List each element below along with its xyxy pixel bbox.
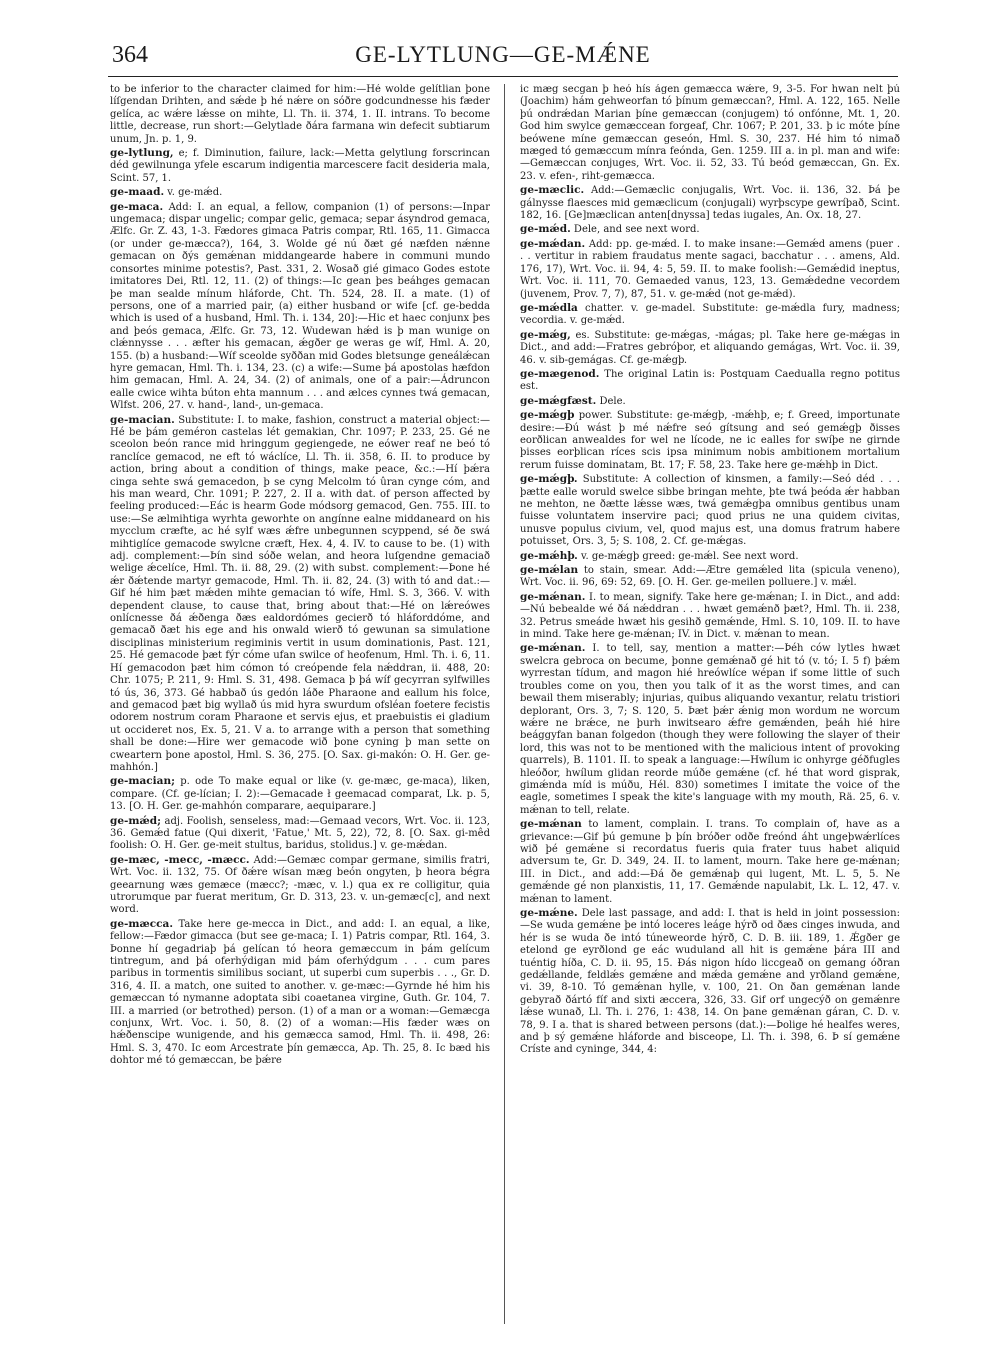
entry-text: Add: pp. ge-mǽd. I. to make insane:—Gemǽd amens (puer . . . vertitur in rabiem fraudatus mente sagaci, bacchatur . . . amens, Ald. 176, 17), Wrt. Voc. ii. 94, 4: 5, 59. II. to make foolish:—Gemǽdid ineptus, Wrt. Voc. ii. 111, 70. Gemaeded vanus, 123, 13. Gemǽdedne vecordem (juvenem, Prov. 7, 7), 87, 51. v. ge-mǽd (not ge-mǽd). xyxy=(520,238,900,300)
entry-text: Dele. xyxy=(599,395,626,407)
entry-headword: ge-mǽgfæst. xyxy=(520,394,597,407)
entry-text: Substitute: A collection of kinsmen, a family:—Seó déd . . . þætte ealle woruld swelce sibbe bringan mehte, þte twá þeóda ǽr habban ne mehton, ne ðætte lǽsse wæs, twá gemǽgþa omnibus gentibus unam fuisse voluntatem inservire paci; quod prius ne una quidem civitas, unusve populus civium, vel, quod majus est, una domus fratrum habere potuisset, Ors. 3, 5; S. 108, 2. Cf. ge-mǽgas. xyxy=(520,474,900,548)
entry-headword: ge-mǽnan. xyxy=(520,642,586,655)
entry-text: p. ode To make equal or like (v. ge-mæc, ge-maca), liken, compare. (Cf. ge-lícian; I. 2):—Gemacade ł geemacad comparat, Lk. p. 5, 13. [O. H. Ger. ge-mahhón comparare, aequiparare.] xyxy=(110,776,490,813)
entry-text: to be inferior to the character claimed for him:—Hé wolde gelítlian þone líſgendan Drihten, and sǽde þ hé nǽre on sóðre godcundnesse his fæder gelíca, ac wǽre lǽsse on mihte, Ll. Th. ii. 374, 1. II. intrans. To become little, decrease, run short:—Gelytlade ðára farmana win defecit subtiarum unum, Jn. p. 1, 9. xyxy=(110,84,490,145)
dictionary-entry xyxy=(520,223,900,236)
dictionary-entry xyxy=(520,329,900,367)
entry-text: Take here ge-mecca in Dict., and add: I. an equal, a like, fellow:—Fædor gimacca (but see ge-maca; I. 1) Patris compar, Rtl. 164, 3. Þonne hí gegadriaþ þá gelícan tó heora gemæccum in þám gelícum tintregum, and þá oferhýdigan mid þám oferhýdgum . . . cum pares paribus in tormentis similibus sociant, ut superbi cum superbis . . ., Gr. D. 316, 4. II. a match, one suited to another. v. ge-mæc:—Gyrnde hé him his gemæccan tó nymanne adoptata sibi coaetanea virgine, Guth. Gr. 104, 7. III. a married (or betrothed) person. (1) of a man or a woman:—Gemæcga conjunx, Wrt. Voc. i. 50, 8. (2) of a woman:—His fæder wæs on hǽðenscipe wunigende, and his gemæcca samod, Hml. Th. ii. 498, 26: Hml. S. 3, 470. Ic eom Arcestrate þín gemæcca, Ap. Th. 25, 8. Ic bæd his dohtor mé tó gemæccan, be þǽre xyxy=(110,918,490,1067)
dictionary-entry xyxy=(520,642,900,817)
entry-text: Add:—Gemæc compar germane, similis fratri, Wrt. Voc. ii. 132, 75. Of ðǽre wísan mæg beón ongyten, þ heora bégra geearnung wæs gemæce (mæcc?; -mæc, v. l.) qua ex re colligitur, quia utrorumque par fuerat meritum, Gr. D. 313, 23. v. un-gemæc[c], and next word. xyxy=(110,854,490,916)
dictionary-entry xyxy=(110,815,490,853)
entry-text: es. Substitute: ge-mǽgas, -mágas; pl. Take here ge-mǽgas in Dict., and add:—Fratres gebróþor, et aliquando gemágas, Wrt. Voc. ii. 39, 46. v. sib-gemágas. Cf. ge-mǽgþ. xyxy=(520,329,900,366)
left-column xyxy=(110,84,490,1329)
entry-headword: ge-macian. xyxy=(110,413,175,426)
dictionary-entry xyxy=(110,854,490,917)
entry-headword: ge-mæclic. xyxy=(520,184,585,197)
dictionary-entry xyxy=(520,550,900,563)
entry-headword: ge-mæcca. xyxy=(110,917,173,930)
dictionary-entry xyxy=(110,414,490,775)
entry-headword: ge-maca. xyxy=(110,200,164,213)
entry-headword: ge-mǽhþ. xyxy=(520,549,578,562)
entry-text: Add:—Gemæclic conjugalis, Wrt. Voc. ii. 136, 32. Þá þe gálnysse flaesces mid gemæclicum (conjugali) wyrþscype gewríþað, Scint. 182, 16. [Ge]mæclican anten[dnyssa] tedas iugales, An. Ox. 18, 27. xyxy=(520,185,900,222)
dictionary-entry xyxy=(110,186,490,199)
dictionary-entry xyxy=(520,564,900,590)
entry-text: power. Substitute: ge-mǽgþ, -mǽhþ, e; f. Greed, importunate desire:—Ðú wást þ mé nǽfre seó gítsung and seó gemǽgþ ðisses eorðlican anwealdes for wel ne lícode, ne ic ealles for swíþe ne girnde þisses eorþlican ríces scis ipsa minimum nobis ambitionem mortalium rerum fuisse dominatam, Bt. 17; F. 58, 23. Take here ge-mǽhþ in Dict. xyxy=(520,410,900,471)
dictionary-entry xyxy=(520,473,900,548)
dictionary-entry xyxy=(520,907,900,1057)
entry-headword: ge-mǽg, xyxy=(520,328,571,341)
column-divider xyxy=(504,84,505,1324)
entry-headword: ge-mǽdla xyxy=(520,301,578,314)
entry-text: to lament, complain. I. trans. To complain of, have as a grievance:—Gif þú gemune þ þín bróðer odðe freónd áht ungeþwǽrlíces wið þé gemǽne si recordatus fueris quia frater tuus habet aliquid adversum te, Gr. D. 349, 24. II. to lament, mourn. Take here ge-mǽnan; III. in Dict., and add:—Ðá ðe gemǽnaþ qui lugent, Mt. L. 5, 5. Ne gemǽnde gé non planxistis, 11, 17. Gemǽnde napulabit, Lk. L. 12, 47. v. mǽnan to lament. xyxy=(520,819,900,905)
entry-text: ic mæg secgan þ heó hís ágen gemæcca wǽre, 9, 3-5. For hwan nelt þú (Joachim) hám gehweorfan tó þínum gemæccan?, Hml. A. 122, 165. Nelle þú ondrǽdan Marian þíne gemæccan (conjugem) tó onfónne, Mt. 1, 20. God him swylce gemæccean forgeaf, Chr. 1067; P. 201, 33. þ ic móte þíne beówene míne gemæccan geseón, Hml. S. 30, 237. Hé him tó nimað mæged tó gemæccum mínra feónda, Gen. 1259. III a. in pl. man and wife:—Gemæccan conjuges, Wrt. Voc. ii. 52, 33. Tú beód gemæccan, Gn. Ex. 23. v. efen-, riht-gemæcca. xyxy=(520,84,900,182)
dictionary-entry xyxy=(520,409,900,472)
dictionary-entry xyxy=(110,201,490,413)
entry-headword: ge-maad. xyxy=(110,186,165,199)
dictionary-entry xyxy=(520,84,900,183)
entry-text: e; f. Diminution, failure, lack:—Metta gelytlung forscrincan déd gewilnunga yfele escarum indigentia marcescere facit desideria mala, Scint. 57, 1. xyxy=(110,148,490,184)
entry-headword: ge-macian; xyxy=(110,775,175,788)
page-header xyxy=(108,40,898,77)
dictionary-entry xyxy=(520,184,900,222)
entry-text: to stain, smear. Add:—Ætre gemǽled lita (spicula veneno), Wrt. Voc. ii. 96, 69: 52, 69. [O. H. Ger. ge-meilen polluere.] v. mǽl. xyxy=(520,565,900,589)
entry-text: Dele last passage, and add: I. that is held in joint possession:—Se wuda gemǽne þe intó loceres leáge hýrð od ðæs cinges inwuda, and hér is se wuda ðe intó túneweorde hýrð, C. D. B. iii. 189, 1. Ǽgðer ge etelond ge eyrðlond ge eác wuduland all hit is gemǽne þára III and tuéntig híða, C. D. ii. 95, 15. Ðás nigon hído liccgeað on gemang óðran gedǽllande, feldlǽs gemǽne and mǽda gemǽne and yrðland gemǽne, vi. 39, 8-10. Tó gemǽnan hylle, v. 100, 21. On ðan gemǽnan lande gebyrað ðártó fíf and sixti æccera, 326, 33. Gif orf ungecýð on gemǽnre lǽse wunað, Ll. Th. i. 276, 1: 438, 14. On þane gemǽnan gáran, C. D. v. 78, 9. I a. that is shared between persons (dat.):—Þolige hé healfes weres, and þ sý gemǽne hláforde and bisceope, Ll. Th. i. 398, 6. Þ sí gemǽne Críste and cyninge, 344, 4: xyxy=(520,908,900,1056)
entry-headword: ge-mǽgþ xyxy=(520,409,575,422)
dictionary-entry xyxy=(520,591,900,642)
entry-text: The original Latin is: Postquam Caedualla regno potitus est. xyxy=(520,368,900,393)
dictionary-entry xyxy=(110,775,490,813)
dictionary-entry xyxy=(520,238,900,301)
dictionary-entry xyxy=(110,918,490,1068)
dictionary-entry xyxy=(520,818,900,906)
entry-text: v. ge-mǽd. xyxy=(167,187,223,199)
dictionary-entry xyxy=(520,368,900,394)
running-head: GE-LYTLUNG—GE-MǼNE xyxy=(355,42,651,67)
right-column xyxy=(520,84,900,1329)
entry-headword: ge-lytlung, xyxy=(110,147,174,160)
entry-text: Add: I. an equal, a fellow, companion (1) of persons:—Inpar ungemaca; dispar ungelic; compar gelic, gemaca; separ ásyndrod gemaca, Ælfc. Gr. Z. 43, 1-3. Fædores gimaca Patris compar, Rtl. 165, 11. Gimacca (or under ge-mæcca?), 164, 3. Wolde gé nú ðæt gé næfden nǽnne gemacan on ðýs gemǽnan middangearde habere in communi mundo consortes minime potestis?, Past. 331, 2. Wosað gié gimaco Godes estote imitatores Dei, Rtl. 12, 11. (2) of things:—Ic gean þes beáhges gemacan þe man sealde mínum hláforde, Cht. Th. 524, 28. II. a mate. (1) of persons, one of a married pair, (a) either husband or wife [cf. ge-bedda which is used of a husband, Hml. Th. i. 134, 20]:—Hic et haec conjunx þes and þeós gemaca, Ælfc. Gr. 73, 12. Wudewan hǽd is þ man wunige on clǽnnysse . . . æfter his gemacan, ǽgðer ge weras ge wíf, Hml. A. 20, 155. (b) a husband:—Wíf sceolde syððan mid Godes bletsunge geneálǽcan hyre gemacan, Hml. Th. i. 134, 23. (c) a wife:—Sume þá apostolas hæfdon him gemacan, Hml. A. 24, 34. (2) of animals, one of a pair:—Ádruncon ealle cwice wihta búton ehta mannum . . . and ælces cynnes twá gemacan, Wlfst. 206, 27. v. hand-, land-, un-gemaca. xyxy=(110,201,490,412)
entry-headword: ge-mǽlan xyxy=(520,564,579,577)
entry-headword: ge-mǽnan xyxy=(520,818,582,831)
entry-headword: ge-mǽnan. xyxy=(520,590,586,603)
entry-text: adj. Foolish, senseless, mad:—Gemaad vecors, Wrt. Voc. ii. 123, 36. Gemǽd fatue (Qui dixerit, 'Fatue,' Mt. 5, 22), 72, 8. [O. Sax. gi-mêd foolish: O. H. Ger. ge-meit stultus, baridus, stolidus.] v. ge-mǽdan. xyxy=(110,815,490,852)
entry-text: I. to tell, say, mention a matter:—Þéh ców lytles hwæt swelcra gebroca on becume, þonne gemǽnað gé hit tó (v. tó; I. 5 f) þǽm wyrrestan tídum, and magon hié hreówlíce wépan if some little of such troubles come on you, then you talk of it as the worst times, and can bewail them miserably; injurias, quibus aliquando vexantur, relatu tristiori deplorant, Ors. 3, 7; S. 120, 5. Þæt þǽr ǽnig mon wordum ne worcum wǽre ne brǽce, ne þurh inwitsearo ǽfre gemǽnden, þeáh hié hire beággyfan banan folgedon (though they were following the slayer of their lord, this was not to be mentioned with the malicious intent of provoking quarrels), B. 1101. II. to speak a language:—Hwílum ic onhyrge géðfugles hleóðor, hwílum glidan reorde múðe gemǽne (cf. hé that word gisprak, gimǽnda míd is múðu, Hél. 830) sometimes I imitate the voice of the eagle, sometimes I speak the kite's language with my mouth, Rä. 25, 6. v. mǽnan to tell, relate. xyxy=(520,643,900,816)
entry-headword: ge-mæc, -mecc, -mæcc. xyxy=(110,853,250,866)
dictionary-entry xyxy=(520,302,900,328)
entry-headword: ge-mǽgþ. xyxy=(520,473,578,486)
entry-text: chatter. v. ge-madel. Substitute: ge-mǽdla fury, madness; vecordia. v. ge-mǽd. xyxy=(520,302,900,327)
entry-headword: ge-mægenod. xyxy=(520,367,600,380)
entry-headword: ge-mǽd; xyxy=(110,814,161,827)
dictionary-entry xyxy=(110,147,490,185)
page-number: 364 xyxy=(112,42,148,68)
entry-text: v. ge-mǽgþ greed: ge-mǽl. See next word. xyxy=(581,550,799,562)
entry-text: I. to mean, signify. Take here ge-mǽnan; I. in Dict., and add:—Nú bebealde wé ðá nǽddran . . . hwæt gemǽnð þæt?, Hml. Th. ii. 238, 32. Petrus smeáde hwæt his gesihð gemǽnde, Hml. S. 10, 109. II. to have in mind. Take here ge-mǽnan; IV. in Dict. v. mǽnan to mean. xyxy=(520,591,900,641)
entry-headword: ge-mǽdan. xyxy=(520,237,586,250)
text-columns xyxy=(110,84,900,1329)
dictionary-entry xyxy=(110,84,490,146)
entry-text: Dele, and see next word. xyxy=(573,224,700,236)
entry-headword: ge-mǽd. xyxy=(520,223,571,236)
entry-headword: ge-mǽne. xyxy=(520,907,578,919)
dictionary-entry xyxy=(520,395,900,408)
entry-text: Substitute: I. to make, fashion, construct a material object:—Hé be þám geméron castelas lét gemakian, Chr. 1097; P. 233, 25. Gé ne sceolon beón rance mid hringgum gegiengede, ne eówer reaf ne beó tó ranclíce gemacod, ne eft tó wáclíce, Ll. Th. ii. 358, 6. II. to produce by action, bring about a condition of things, make peace, &c.:—Hí þǽra cinga sehte swá gemacedon, þ se cyng Melcolm tó ûran cynge cóm, and his man weard, Chr. 1091; P. 227, 2. II a. with dat. of person affected by feeling produced:—Eác is hearm Gode módsorg gemacod, Gen. 755. III. to use:—Se ælmihtiga wyrhta geworhte on angínne ealne middaneard on his mycclum cræfte, ac hé sylf wæs ǽfre unbegunnen scyppend, sé ðe swá mihtiglíce gemacode swylcne cræft, Hex. 4, 4. IV. to cause to be. (1) with adj. complement:—Þín sind sóðe welan, and heora luſgendne gemaciað welige ǽcelíce, Hml. Th. ii. 88, 29. (2) with subst. complement:—Þone hé ǽr ðǽtende martyr gemacode, Hml. Th. ii. 82, 24. (3) with tó and dat.:—Gif hé him þæt mǽden mihte gemacian tó wífe, Hml. S. 3, 366. V. with dependent clause, to cause that, bring about that:—Hé on lǽreówes onlícnesse ðá ǽðenga ðæs ealdordómes gecierð tó hláforddóme, and gemacað ðæt his ege and his onwald wierð tó gewunan sa simulatione disciplinas ministerium regiminis vertit in usum dominationis, Past. 121, 25. Hé gemacode þæt fýr cóme ufan swilce of heofenum, Hml. Th. i. 6, 11. Hí gemacodon þæt him cómon tó creópende fela nǽddran, ii. 488, 20: Chr. 1075; P. 211, 9: Hml. S. 31, 498. Gemaca þ þá wíf gecyrran sylfwilles tó ús, 36, 373. Gé habbað ús gedón láðe Pharaone and eallum his folce, and gemacod þæt big wyllað ús mid hyra swurdum ofsléan foetere fecistis odorem nostrum coram Pharaone et servis ejus, et praebuistis ei gladium ut occideret nos, Ex. 5, 21. V a. to arrange with a person that something shall be done:—Hire wer gemacode wið þone cyning þ man sette on cweartern þone apostol, Hml. S. 36, 275. [O. Sax. gi-makón: O. H. Ger. ge-mahhón.] xyxy=(110,414,490,773)
